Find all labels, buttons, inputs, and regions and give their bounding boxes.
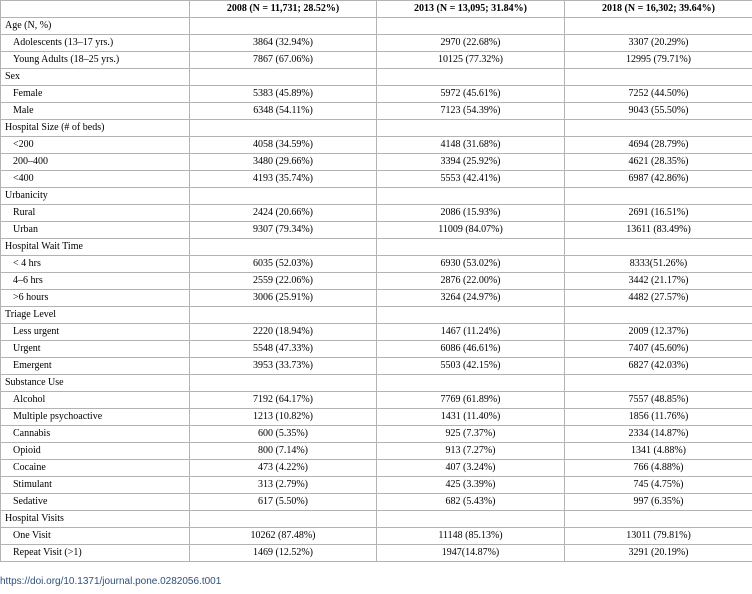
value-cell: 6827 (42.03%) bbox=[565, 358, 752, 375]
value-cell: 7769 (61.89%) bbox=[377, 392, 565, 409]
row-label: Young Adults (18–25 yrs.) bbox=[1, 52, 190, 69]
table-row bbox=[1, 86, 752, 103]
row-label: Male bbox=[1, 103, 190, 120]
row-label: Opioid bbox=[1, 443, 190, 460]
empty-cell bbox=[190, 188, 377, 205]
table-row bbox=[1, 426, 752, 443]
value-cell: 473 (4.22%) bbox=[190, 460, 377, 477]
value-cell: 13611 (83.49%) bbox=[565, 222, 752, 239]
value-cell: 1467 (11.24%) bbox=[377, 324, 565, 341]
row-label: 200–400 bbox=[1, 154, 190, 171]
value-cell: 9307 (79.34%) bbox=[190, 222, 377, 239]
table-header bbox=[1, 1, 752, 18]
table-row bbox=[1, 443, 752, 460]
table-row bbox=[1, 494, 752, 511]
value-cell: 1469 (12.52%) bbox=[190, 545, 377, 562]
value-cell: 10262 (87.48%) bbox=[190, 528, 377, 545]
empty-cell bbox=[377, 69, 565, 86]
value-cell: 3006 (25.91%) bbox=[190, 290, 377, 307]
empty-cell bbox=[565, 239, 752, 256]
value-cell: 1213 (10.82%) bbox=[190, 409, 377, 426]
table-row bbox=[1, 205, 752, 222]
table-row bbox=[1, 171, 752, 188]
row-label: Urgent bbox=[1, 341, 190, 358]
row-label: Cannabis bbox=[1, 426, 190, 443]
row-label: < 4 hrs bbox=[1, 256, 190, 273]
value-cell: 2559 (22.06%) bbox=[190, 273, 377, 290]
value-cell: 2424 (20.66%) bbox=[190, 205, 377, 222]
table-row bbox=[1, 290, 752, 307]
row-label: 4–6 hrs bbox=[1, 273, 190, 290]
category-row bbox=[1, 69, 752, 86]
value-cell: 5383 (45.89%) bbox=[190, 86, 377, 103]
value-cell: 7123 (54.39%) bbox=[377, 103, 565, 120]
value-cell: 3442 (21.17%) bbox=[565, 273, 752, 290]
value-cell: 3291 (20.19%) bbox=[565, 545, 752, 562]
empty-cell bbox=[190, 375, 377, 392]
table-row bbox=[1, 392, 752, 409]
empty-cell bbox=[565, 511, 752, 528]
category-row bbox=[1, 120, 752, 137]
value-cell: 11009 (84.07%) bbox=[377, 222, 565, 239]
table-row bbox=[1, 222, 752, 239]
value-cell: 6987 (42.86%) bbox=[565, 171, 752, 188]
value-cell: 1856 (11.76%) bbox=[565, 409, 752, 426]
value-cell: 7192 (64.17%) bbox=[190, 392, 377, 409]
header-cell-label bbox=[1, 1, 190, 18]
row-label: Sedative bbox=[1, 494, 190, 511]
empty-cell bbox=[565, 307, 752, 324]
table-row bbox=[1, 324, 752, 341]
table-row bbox=[1, 358, 752, 375]
row-label: Cocaine bbox=[1, 460, 190, 477]
value-cell: 2220 (18.94%) bbox=[190, 324, 377, 341]
value-cell: 4058 (34.59%) bbox=[190, 137, 377, 154]
table-row bbox=[1, 35, 752, 52]
value-cell: 2970 (22.68%) bbox=[377, 35, 565, 52]
empty-cell bbox=[190, 18, 377, 35]
row-label: >6 hours bbox=[1, 290, 190, 307]
value-cell: 313 (2.79%) bbox=[190, 477, 377, 494]
value-cell: 9043 (55.50%) bbox=[565, 103, 752, 120]
category-label: Substance Use bbox=[1, 375, 190, 392]
empty-cell bbox=[377, 188, 565, 205]
row-label: <400 bbox=[1, 171, 190, 188]
value-cell: 600 (5.35%) bbox=[190, 426, 377, 443]
value-cell: 4193 (35.74%) bbox=[190, 171, 377, 188]
header-cell-2018: 2018 (N = 16,302; 39.64%) bbox=[565, 1, 752, 18]
value-cell: 800 (7.14%) bbox=[190, 443, 377, 460]
category-label: Age (N, %) bbox=[1, 18, 190, 35]
table-row bbox=[1, 52, 752, 69]
value-cell: 2876 (22.00%) bbox=[377, 273, 565, 290]
table-row bbox=[1, 477, 752, 494]
value-cell: 3480 (29.66%) bbox=[190, 154, 377, 171]
empty-cell bbox=[565, 375, 752, 392]
category-label: Hospital Wait Time bbox=[1, 239, 190, 256]
empty-cell bbox=[190, 120, 377, 137]
empty-cell bbox=[190, 239, 377, 256]
row-label: Stimulant bbox=[1, 477, 190, 494]
empty-cell bbox=[377, 307, 565, 324]
empty-cell bbox=[565, 18, 752, 35]
value-cell: 4148 (31.68%) bbox=[377, 137, 565, 154]
empty-cell bbox=[565, 120, 752, 137]
row-label: Female bbox=[1, 86, 190, 103]
category-label: Triage Level bbox=[1, 307, 190, 324]
value-cell: 7557 (48.85%) bbox=[565, 392, 752, 409]
value-cell: 3307 (20.29%) bbox=[565, 35, 752, 52]
value-cell: 1431 (11.40%) bbox=[377, 409, 565, 426]
value-cell: 6348 (54.11%) bbox=[190, 103, 377, 120]
table-row bbox=[1, 256, 752, 273]
table-row bbox=[1, 528, 752, 545]
value-cell: 425 (3.39%) bbox=[377, 477, 565, 494]
doi-link[interactable]: https://doi.org/10.1371/journal.pone.0282056.t001 bbox=[0, 576, 222, 587]
category-label: Hospital Visits bbox=[1, 511, 190, 528]
category-row bbox=[1, 511, 752, 528]
value-cell: 8333(51.26%) bbox=[565, 256, 752, 273]
table-row bbox=[1, 409, 752, 426]
value-cell: 2691 (16.51%) bbox=[565, 205, 752, 222]
value-cell: 5548 (47.33%) bbox=[190, 341, 377, 358]
category-label: Hospital Size (# of beds) bbox=[1, 120, 190, 137]
table-body bbox=[1, 18, 752, 562]
header-cell-2008: 2008 (N = 11,731; 28.52%) bbox=[190, 1, 377, 18]
value-cell: 766 (4.88%) bbox=[565, 460, 752, 477]
header-cell-2013: 2013 (N = 13,095; 31.84%) bbox=[377, 1, 565, 18]
value-cell: 1341 (4.88%) bbox=[565, 443, 752, 460]
value-cell: 682 (5.43%) bbox=[377, 494, 565, 511]
value-cell: 925 (7.37%) bbox=[377, 426, 565, 443]
empty-cell bbox=[190, 307, 377, 324]
category-row bbox=[1, 307, 752, 324]
empty-cell bbox=[377, 511, 565, 528]
value-cell: 4694 (28.79%) bbox=[565, 137, 752, 154]
table-row bbox=[1, 460, 752, 477]
value-cell: 745 (4.75%) bbox=[565, 477, 752, 494]
value-cell: 5503 (42.15%) bbox=[377, 358, 565, 375]
category-row bbox=[1, 18, 752, 35]
empty-cell bbox=[377, 18, 565, 35]
value-cell: 2009 (12.37%) bbox=[565, 324, 752, 341]
category-row bbox=[1, 188, 752, 205]
value-cell: 1947(14.87%) bbox=[377, 545, 565, 562]
value-cell: 11148 (85.13%) bbox=[377, 528, 565, 545]
value-cell: 6086 (46.61%) bbox=[377, 341, 565, 358]
value-cell: 617 (5.50%) bbox=[190, 494, 377, 511]
row-label: Emergent bbox=[1, 358, 190, 375]
category-row bbox=[1, 239, 752, 256]
empty-cell bbox=[565, 188, 752, 205]
value-cell: 7867 (67.06%) bbox=[190, 52, 377, 69]
value-cell: 5972 (45.61%) bbox=[377, 86, 565, 103]
table-row bbox=[1, 154, 752, 171]
value-cell: 3953 (33.73%) bbox=[190, 358, 377, 375]
value-cell: 997 (6.35%) bbox=[565, 494, 752, 511]
table-row bbox=[1, 341, 752, 358]
value-cell: 407 (3.24%) bbox=[377, 460, 565, 477]
value-cell: 3264 (24.97%) bbox=[377, 290, 565, 307]
row-label: Repeat Visit (>1) bbox=[1, 545, 190, 562]
value-cell: 6930 (53.02%) bbox=[377, 256, 565, 273]
row-label: Less urgent bbox=[1, 324, 190, 341]
empty-cell bbox=[190, 69, 377, 86]
category-label: Sex bbox=[1, 69, 190, 86]
header-row bbox=[1, 1, 752, 18]
value-cell: 4621 (28.35%) bbox=[565, 154, 752, 171]
empty-cell bbox=[565, 69, 752, 86]
row-label: One Visit bbox=[1, 528, 190, 545]
category-row bbox=[1, 375, 752, 392]
value-cell: 7407 (45.60%) bbox=[565, 341, 752, 358]
category-label: Urbanicity bbox=[1, 188, 190, 205]
empty-cell bbox=[377, 120, 565, 137]
row-label: Adolescents (13–17 yrs.) bbox=[1, 35, 190, 52]
value-cell: 5553 (42.41%) bbox=[377, 171, 565, 188]
table-row bbox=[1, 545, 752, 562]
value-cell: 6035 (52.03%) bbox=[190, 256, 377, 273]
value-cell: 4482 (27.57%) bbox=[565, 290, 752, 307]
table-row bbox=[1, 137, 752, 154]
row-label: Rural bbox=[1, 205, 190, 222]
value-cell: 13011 (79.81%) bbox=[565, 528, 752, 545]
value-cell: 12995 (79.71%) bbox=[565, 52, 752, 69]
value-cell: 913 (7.27%) bbox=[377, 443, 565, 460]
empty-cell bbox=[377, 375, 565, 392]
row-label: Multiple psychoactive bbox=[1, 409, 190, 426]
value-cell: 2334 (14.87%) bbox=[565, 426, 752, 443]
empty-cell bbox=[190, 511, 377, 528]
value-cell: 3394 (25.92%) bbox=[377, 154, 565, 171]
value-cell: 2086 (15.93%) bbox=[377, 205, 565, 222]
table-row bbox=[1, 273, 752, 290]
row-label: <200 bbox=[1, 137, 190, 154]
value-cell: 10125 (77.32%) bbox=[377, 52, 565, 69]
value-cell: 7252 (44.50%) bbox=[565, 86, 752, 103]
table-row bbox=[1, 103, 752, 120]
empty-cell bbox=[377, 239, 565, 256]
row-label: Urban bbox=[1, 222, 190, 239]
row-label: Alcohol bbox=[1, 392, 190, 409]
value-cell: 3864 (32.94%) bbox=[190, 35, 377, 52]
